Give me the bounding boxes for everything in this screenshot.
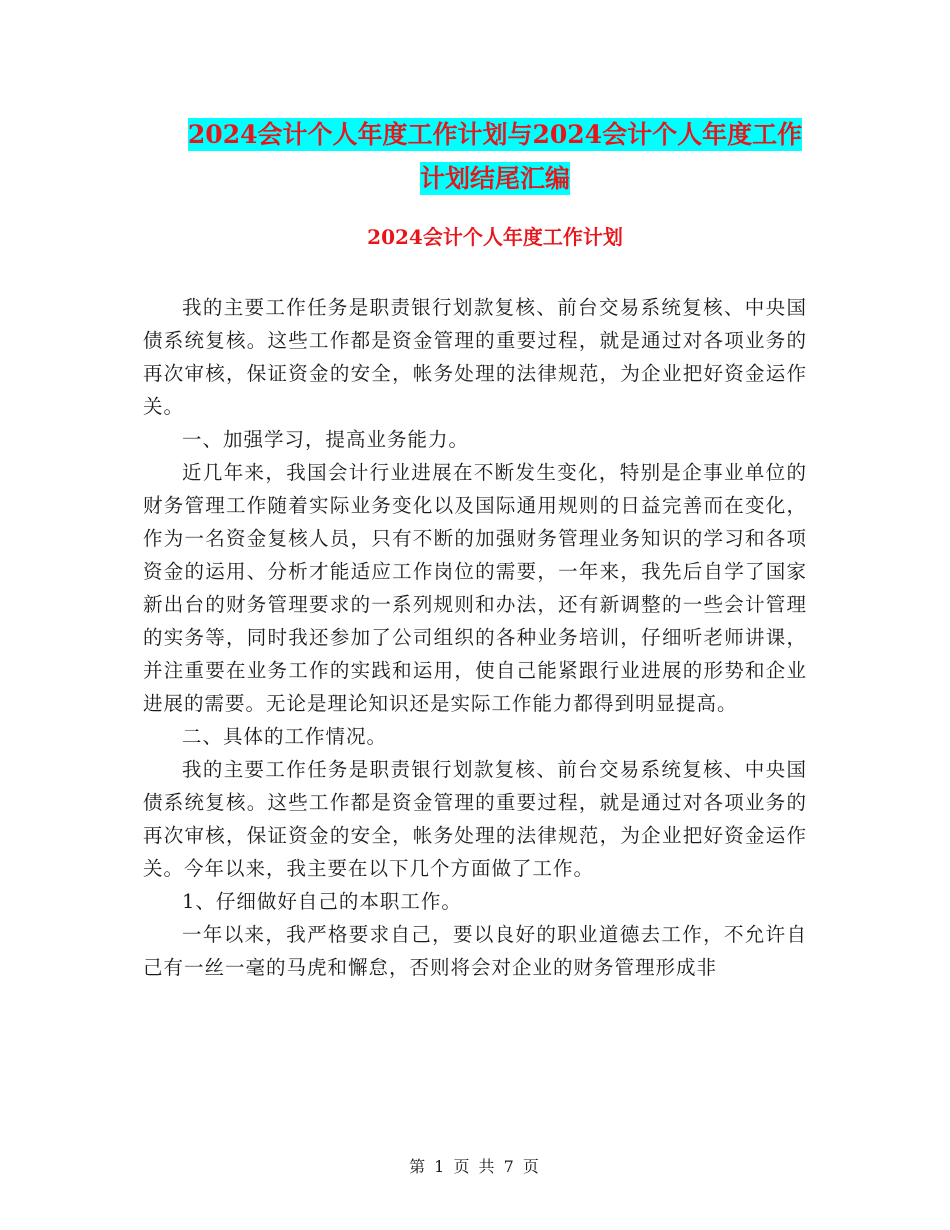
paragraph: 1、仔细做好自己的本职工作。: [182, 890, 462, 913]
paragraph: 我的主要工作任务是职责银行划款复核、前台交易系统复核、中央国债系统复核。这些工作都是资金管理的重要过程，就是通过对各项业务的再次审核，保证资金的安全，帐务处理的法律规范，为企业把好资金运作关。: [143, 296, 807, 418]
paragraph: 一年以来，我严格要求自己，要以良好的职业道德去工作，不允许自己有一丝一毫的马虎和懈怠，否则将会对企业的财务管理形成非: [143, 923, 807, 979]
page-number: 第 1 页 共 7 页: [409, 1157, 541, 1176]
paragraph: 一、加强学习，提高业务能力。: [182, 428, 470, 451]
paragraph: 我的主要工作任务是职责银行划款复核、前台交易系统复核、中央国债系统复核。这些工作都是资金管理的重要过程，就是通过对各项业务的再次审核，保证资金的安全，帐务处理的法律规范，为企业把好资金运作关。今年以来，我主要在以下几个方面做了工作。: [143, 758, 807, 880]
document-title-line-1: 2024会计个人年度工作计划与2024会计个人年度工作: [187, 120, 803, 149]
document-title: [140, 113, 850, 201]
section-title: 2024会计个人年度工作计划: [367, 225, 623, 249]
document-body: [143, 291, 807, 984]
paragraph: 近几年来，我国会计行业进展在不断发生变化，特别是企事业单位的财务管理工作随着实际业务变化以及国际通用规则的日益完善而在变化，作为一名资金复核人员，只有不断的加强财务管理业务知识的学习和各项资金的运用、分析才能适应工作岗位的需要，一年来，我先后自学了国家新出台的财务管理要求的一系列规则和办法，还有新调整的一些会计管理的实务等，同时我还参加了公司组织的各种业务培训，仔细听老师讲课，并注重要在业务工作的实践和运用，使自己能紧跟行业进展的形势和企业进展的需要。无论是理论知识还是实际工作能力都得到明显提高。: [143, 461, 807, 715]
document-title-line-2: 计划结尾汇编: [419, 164, 570, 193]
paragraph: 二、具体的工作情况。: [182, 725, 388, 748]
